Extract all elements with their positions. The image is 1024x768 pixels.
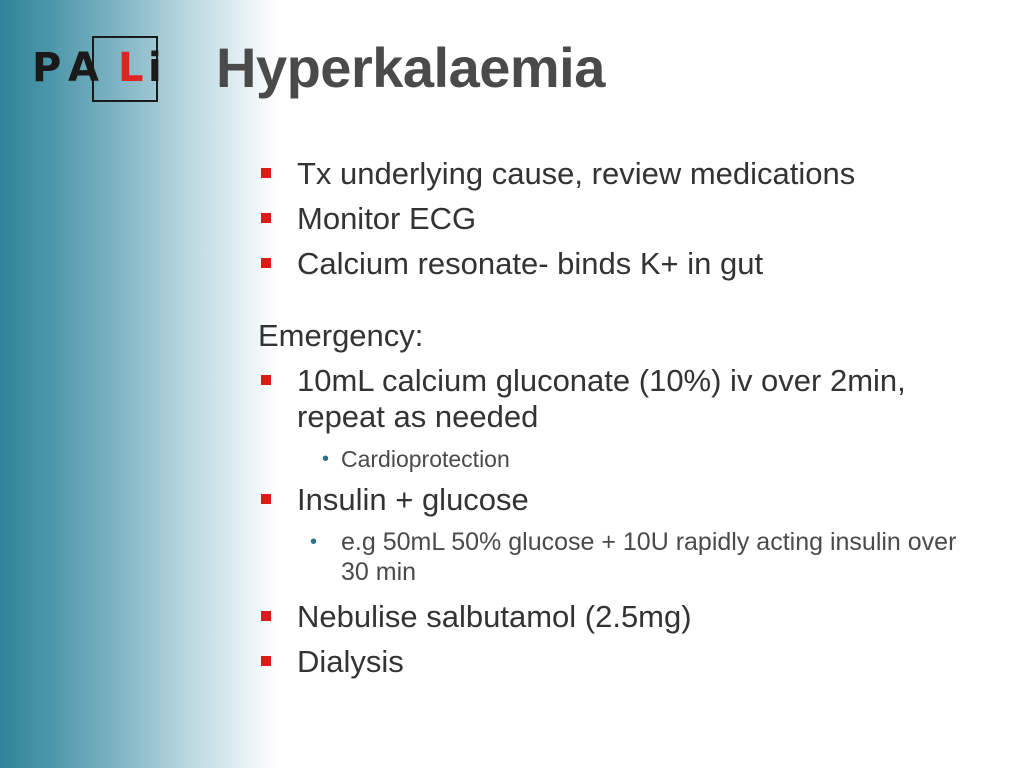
- bullet-item-calcium-resonate: [258, 246, 998, 282]
- dot-bullet-icon: •: [322, 448, 330, 470]
- bullet-text: Tx underlying cause, review medications: [297, 156, 856, 191]
- dot-bullet-icon: •: [310, 531, 318, 553]
- bullet-item-salbutamol: [258, 599, 998, 635]
- logo-letter-i: i: [148, 45, 162, 91]
- sub-bullet-glucose-dose: [258, 527, 981, 587]
- red-square-bullet-icon: [261, 168, 271, 178]
- red-square-bullet-icon: [261, 213, 271, 223]
- red-square-bullet-icon: [261, 611, 271, 621]
- bullet-item-monitor-ecg: [258, 201, 998, 237]
- sub-bullet-text: Cardioprotection: [341, 446, 510, 472]
- bullet-text: Calcium resonate- binds K+ in gut: [297, 246, 764, 281]
- bullet-text: Dialysis: [297, 644, 404, 679]
- logo-letter-l: L: [118, 45, 144, 91]
- red-square-bullet-icon: [261, 656, 271, 666]
- bullet-text: Nebulise salbutamol (2.5mg): [297, 599, 692, 634]
- bullet-item-tx: [258, 156, 998, 192]
- bullet-text: 10mL calcium gluconate (10%) iv over 2min, repeat as needed: [297, 363, 906, 434]
- emergency-heading: Emergency:: [258, 318, 424, 353]
- bullet-text: Monitor ECG: [297, 201, 477, 236]
- pali-logo: [32, 34, 162, 104]
- logo-letter-a: A: [68, 45, 99, 91]
- bullet-text: Insulin + glucose: [297, 482, 529, 517]
- red-square-bullet-icon: [261, 494, 271, 504]
- slide-title: Hyperkalaemia: [216, 36, 605, 99]
- side-gradient-band: [0, 0, 280, 768]
- logo-letters: [32, 46, 168, 90]
- sub-bullet-text: e.g 50mL 50% glucose + 10U rapidly acting insulin over 30 min: [341, 528, 957, 586]
- red-square-bullet-icon: [261, 375, 271, 385]
- logo-letter-p: P: [32, 45, 62, 91]
- bullet-item-insulin-glucose: [258, 482, 998, 518]
- bullet-item-dialysis: [258, 644, 998, 680]
- bullet-item-calcium-gluconate: [258, 363, 998, 435]
- sub-bullet-cardioprotection: [258, 444, 998, 474]
- slide-content: [258, 156, 998, 689]
- red-square-bullet-icon: [261, 258, 271, 268]
